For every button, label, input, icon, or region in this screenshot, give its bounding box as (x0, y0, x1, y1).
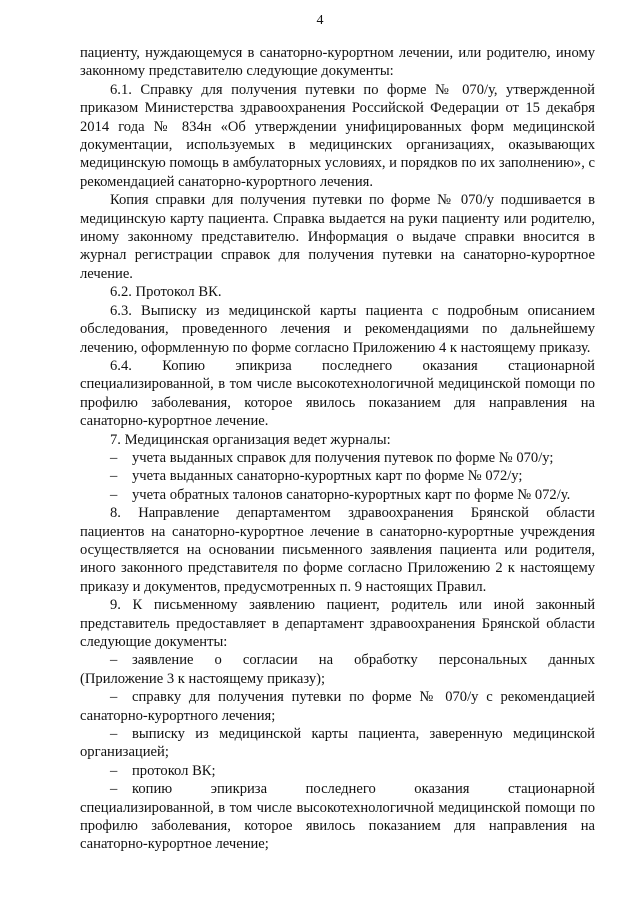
list-item-text: заявление о согласии на обработку персональных данных (Приложение 3 к настоящему приказу); (80, 652, 599, 687)
list-item (80, 688, 595, 725)
list-item-text: учета выданных справок для получения путевок по форме № 070/у; (132, 449, 554, 466)
dash-marker: – (110, 652, 118, 669)
dash-marker: – (110, 781, 118, 798)
paragraph-6-4: 6.4. Копию эпикриза последнего оказания стационарной специализированной, в том числе высокотехнологичной медицинской помощи по профилю заболевания, которое явилось показанием для направления на санаторно-курортное лечение. (80, 357, 599, 430)
paragraph-6-2: 6.2. Протокол ВК. (110, 284, 222, 301)
list-item (80, 762, 595, 780)
page-number: 4 (316, 13, 324, 28)
dash-marker: – (110, 726, 118, 743)
list-item (80, 467, 595, 485)
dash-marker: – (110, 486, 118, 503)
list-item (80, 725, 595, 762)
list-item (80, 780, 599, 854)
paragraph: Копия справки для получения путевки по форме № 070/у подшивается в медицинскую карту пациента. Справка выдается на руки пациенту или родителю, иному законному представителю. Информация о выдаче справки вносится в журнал регистрации справок для получения путевки на санаторно-курортное лечение. (80, 192, 595, 282)
list-item (80, 486, 595, 504)
list-item-text: учета выданных санаторно-курортных карт по форме № 072/у; (132, 468, 523, 485)
paragraph-7: 7. Медицинская организация ведет журналы: (110, 431, 391, 448)
list-item-text: протокол ВК; (132, 762, 216, 779)
paragraph-6-3: 6.3. Выписку из медицинской карты пациента с подробным описанием обследования, проведенного лечения и рекомендациями по дальнейшему лечению, оформленную по форме согласно Приложению 4 к настоящему приказу. (80, 302, 595, 356)
dash-marker: – (110, 762, 118, 779)
paragraph-6-1: 6.1. Справку для получения путевки по форме № 070/у, утвержденной приказом Министерства здравоохранения Российской Федерации от 15 декабря 2014 года № 834н «Об утверждении унифицированных форм медицинской документации, используемых в медицинских организациях, оказывающих медицинскую помощь в амбулаторных условиях, и порядков по их заполнению», с рекомендацией санаторно-курортного лечения. (80, 81, 595, 190)
list-item-text: справку для получения путевки по форме № 070/у с рекомендацией санаторно-курортного лечения; (80, 689, 595, 724)
paragraph-9: 9. К письменному заявлению пациент, родитель или иной законный представитель предоставляет в департамент здравоохранения Брянской области следующие документы: (80, 597, 595, 650)
list-item-text: учета обратных талонов санаторно-курортных карт по форме № 072/у. (132, 486, 571, 503)
list-item (80, 651, 599, 688)
paragraph-8: 8. Направление департаментом здравоохранения Брянской области пациентов на санаторно-курортное лечение в санаторно-курортные учреждения осуществляется на основании письменного заявления пациента или родителя, иного законного представителя по форме согласно Приложению 2 к настоящему приказу и документов, предусмотренных п. 9 настоящих Правил. (80, 505, 599, 595)
list-item-text: выписку из медицинской карты пациента, заверенную медицинской организацией; (80, 726, 595, 761)
dash-marker: – (110, 689, 118, 706)
list-item (80, 449, 595, 467)
dash-marker: – (110, 468, 118, 485)
paragraph: пациенту, нуждающемуся в санаторно-курортном лечении, или родителю, иному законному представителю следующие документы: (80, 45, 595, 80)
dash-marker: – (110, 449, 118, 466)
list-item-text: копию эпикриза последнего оказания стационарной специализированной, в том числе высокотехнологичной медицинской помощи по профилю заболевания, которое явилось показанием для направления на санаторно-курортное лечение; (80, 781, 599, 853)
document-body (80, 44, 599, 854)
